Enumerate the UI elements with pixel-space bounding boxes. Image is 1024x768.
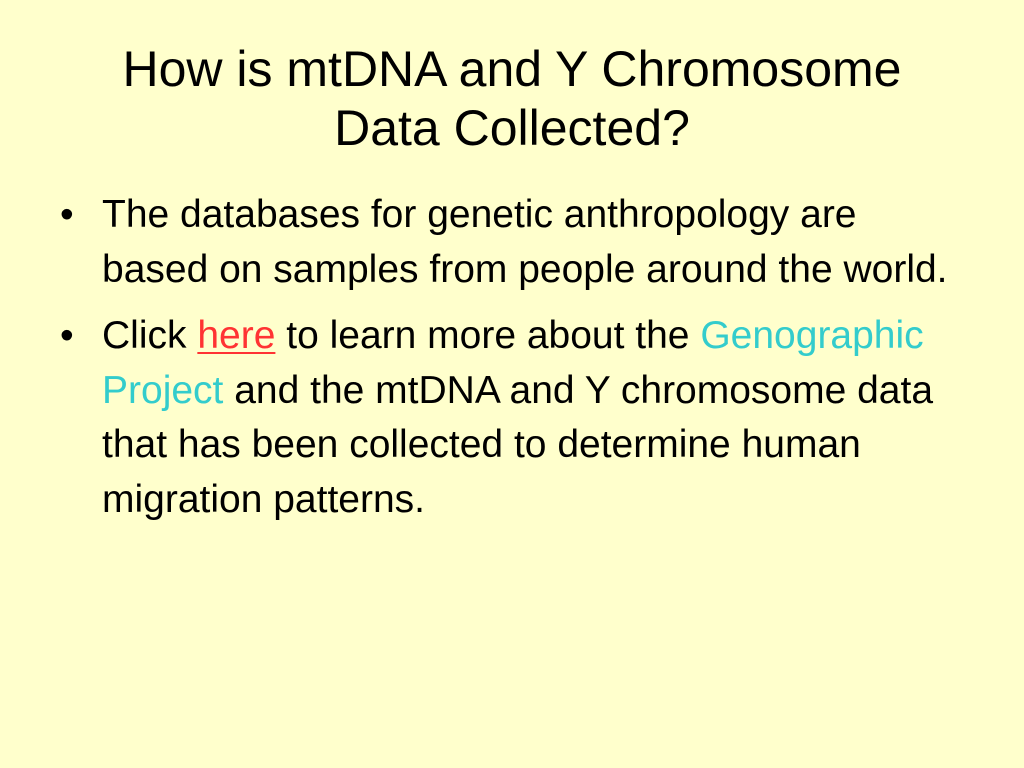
title-line-1: How is mtDNA and Y Chromosome — [122, 41, 902, 97]
bullet-item — [60, 309, 970, 527]
title-line-2: Data Collected? — [334, 100, 690, 156]
bullet-marker: • — [60, 193, 74, 236]
bullet-item — [60, 188, 970, 297]
here-link[interactable]: here — [197, 314, 276, 357]
bullet-list — [60, 188, 970, 539]
bullet-text-prefix: Click — [102, 314, 198, 357]
genographic-project-text: Genographic Project — [102, 314, 924, 412]
bullet-marker: • — [60, 314, 74, 357]
bullet-text-middle: to learn more about the — [275, 314, 701, 357]
slide-title — [40, 40, 984, 158]
bullet-text: The databases for genetic anthropology are based on samples from people around the world. — [102, 193, 948, 291]
bullet-text-suffix: and the mtDNA and Y chromosome data that has been collected to determine human migration patterns. — [102, 368, 934, 521]
